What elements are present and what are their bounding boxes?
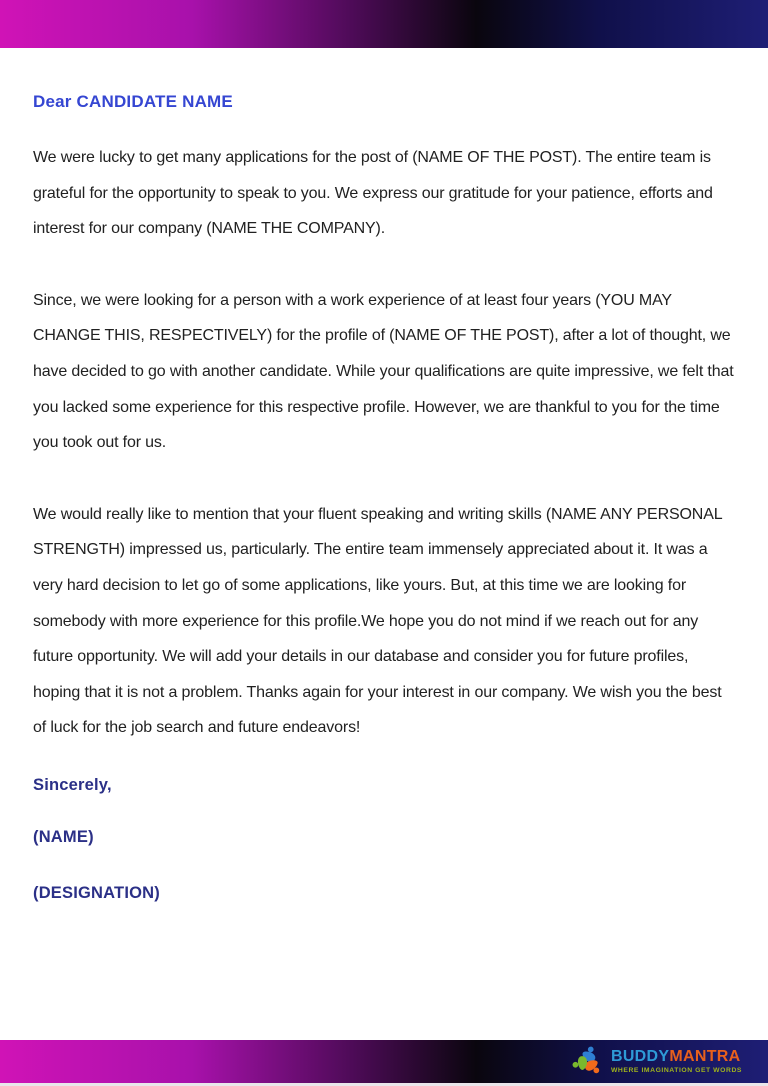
letter-body: [33, 48, 738, 903]
footer-gradient-bar: [0, 1040, 768, 1083]
salutation: Dear CANDIDATE NAME: [33, 92, 233, 111]
signer-name-placeholder: (NAME): [33, 827, 94, 846]
letter-paragraph-3: We would really like to mention that your fluent speaking and writing skills (NAME ANY PERSONAL STRENGTH) impressed us, particularly. The entire team immensely appreciated about it. It was a very hard decision to let go of some applications, like yours. But, at this time we are looking for somebody with more experience for this profile.We hope you do not mind if we reach out for any future opportunity. We will add your details in our database and consider you for future profiles, hoping that it is not a problem. Thanks again for your interest in our company. We wish you the best of luck for the job search and future endeavors!: [33, 505, 722, 737]
brand-tagline: WHERE IMAGINATION GET WORDS: [610, 1066, 742, 1074]
letter-paragraph-1: We were lucky to get many applications for the post of (NAME OF THE POST). The entire team is grateful for the opportunity to speak to you. We express our gratitude for your patience, efforts and interest for our company (NAME THE COMPANY).: [33, 149, 713, 238]
signer-designation-placeholder: (DESIGNATION): [33, 883, 160, 902]
header-gradient-bar: [0, 0, 768, 48]
brand-name-mantra: MANTRA: [669, 1047, 741, 1065]
brand-name: [611, 1049, 742, 1065]
buddy-mantra-swirl-icon: [569, 1043, 606, 1080]
closing-line: Sincerely,: [33, 775, 112, 794]
letter-paragraph-2: Since, we were looking for a person with a work experience of at least four years (YOU MAY CHANGE THIS, RESPECTIVELY) for the profile of (NAME OF THE POST), after a lot of thought, we have decided to go with another candidate. While your qualifications are quite impressive, we felt that you lacked some experience for this respective profile. However, we are thankful to you for the time you took out for us.: [33, 291, 734, 452]
brand-name-buddy: BUDDY: [610, 1047, 670, 1065]
brand-logo: [569, 1043, 742, 1080]
